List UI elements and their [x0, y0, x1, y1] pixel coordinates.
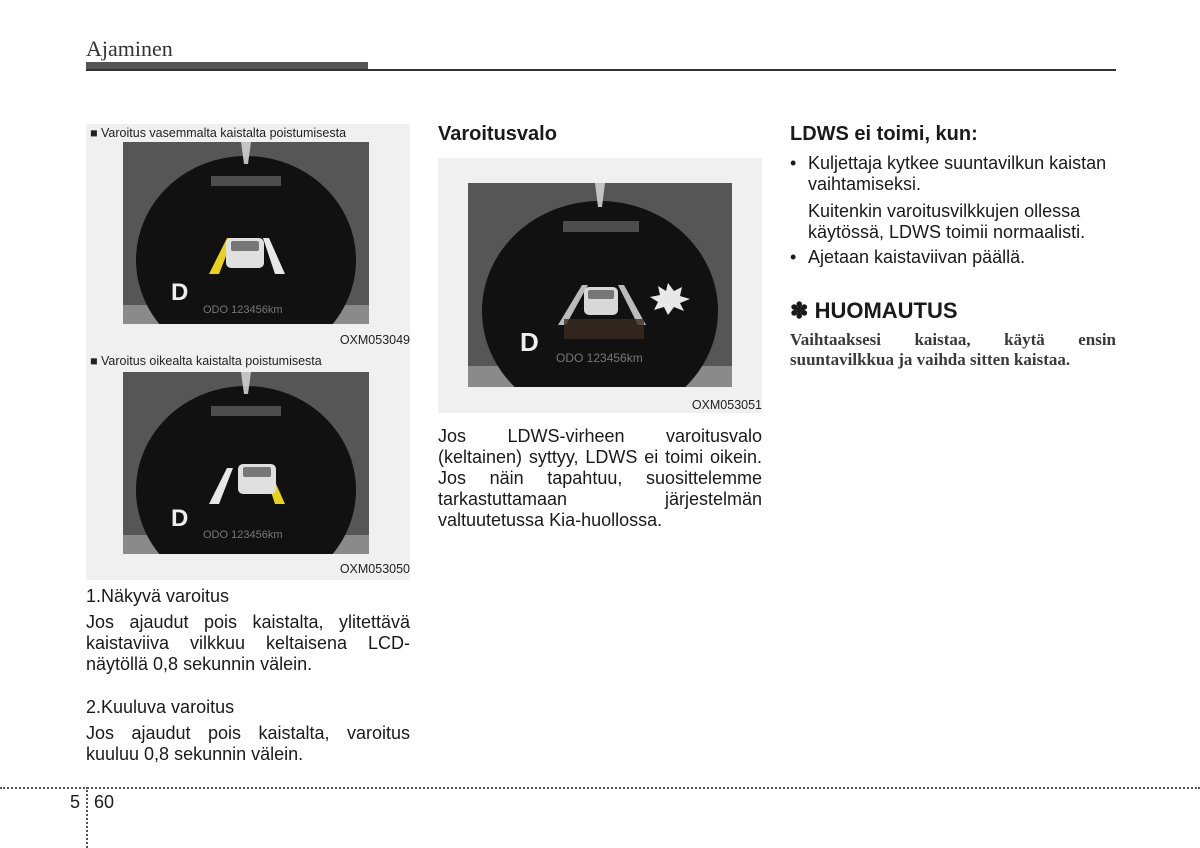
odometer-readout: ODO 123456km	[203, 529, 283, 541]
car-icon	[226, 238, 264, 268]
warning-light-text: Jos LDWS-virheen varoitusvalo (keltainen) syttyy, LDWS ei toimi oikein. Jos näin tapahtuu, suosittelemme tarkastuttamaan järjestelmän valtuutetussa Kia-huollossa.	[438, 426, 762, 530]
gear-indicator: D	[171, 279, 189, 306]
car-icon	[584, 287, 618, 315]
item-2-title: 2.Kuuluva varoitus	[86, 697, 235, 717]
gear-indicator: D	[520, 327, 539, 357]
bullet-marker: •	[790, 153, 797, 173]
status-icons	[211, 406, 281, 416]
cluster-display-error-light	[468, 183, 732, 387]
figure-3-image	[468, 183, 732, 387]
footer-divider	[0, 787, 1200, 789]
condition-list	[790, 153, 1116, 272]
status-icons	[563, 221, 639, 232]
bullet-marker: •	[790, 247, 797, 267]
list-item	[790, 247, 1116, 268]
cluster-display-right-warning	[123, 372, 369, 554]
note-text: Vaihtaaksesi kaistaa, käytä ensin suuntavilkkua ja vaihda sitten kaistaa.	[790, 330, 1116, 369]
figure-3-code: OXM053051	[691, 398, 762, 412]
section-heading-warning-light: Varoitusvalo	[438, 123, 557, 145]
odometer-readout: ODO 123456km	[556, 351, 643, 365]
figure-1-code: OXM053049	[339, 333, 410, 347]
note-heading	[790, 298, 958, 324]
item-1-title: 1.Näkyvä varoitus	[86, 586, 230, 606]
item-2-text: Jos ajaudut pois kaistalta, varoitus kuuluu 0,8 sekunnin välein.	[86, 723, 410, 764]
page-number: 60	[94, 792, 115, 812]
header-rule	[86, 69, 1116, 71]
lane-grid	[564, 319, 644, 339]
chapter-number: 5	[70, 792, 81, 812]
status-icons	[211, 176, 281, 186]
list-item-text: Kuljettaja kytkee suuntavilkun kaistan vaihtamiseksi.	[808, 153, 1107, 194]
car-icon	[238, 464, 276, 494]
item-1-text: Jos ajaudut pois kaistalta, ylitettävä kaistaviiva vilkkuu keltaisena LCD-näytöllä 0,8 sekunnin välein.	[86, 612, 410, 674]
gear-indicator: D	[171, 505, 189, 532]
figure-1-caption: ■ Varoitus vasemmalta kaistalta poistumisesta	[86, 124, 410, 142]
list-item-subtext: Kuitenkin varoitusvilkkujen ollessa käytössä, LDWS toimii normaalisti.	[808, 201, 1086, 242]
note-title: HUOMAUTUS	[814, 298, 958, 323]
section-heading-ldws-not-working: LDWS ei toimi, kun:	[790, 123, 978, 145]
figure-2-image	[123, 372, 369, 554]
list-item-text: Ajetaan kaistaviivan päällä.	[808, 247, 1026, 267]
figure-2-code: OXM053050	[339, 562, 410, 576]
note-asterisk-icon: ✽	[790, 298, 809, 323]
list-item	[790, 153, 1116, 243]
chapter-title: Ajaminen	[86, 36, 173, 61]
figure-1-image	[123, 142, 369, 324]
odometer-readout: ODO 123456km	[203, 304, 283, 316]
cluster-display-left-warning	[123, 142, 369, 324]
figure-2-caption: ■ Varoitus oikealta kaistalta poistumisesta	[86, 352, 410, 370]
footer-vertical-divider	[86, 787, 88, 848]
